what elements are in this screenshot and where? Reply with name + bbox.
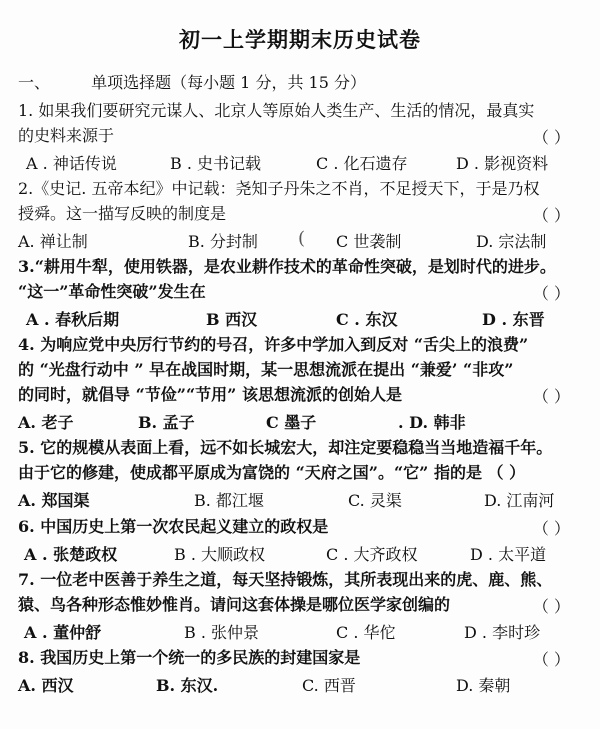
question-8-answer-blank: （ ） <box>532 650 570 669</box>
question-6-option-a: A . 张楚政权 <box>24 545 118 564</box>
question-4-option-b: B. 孟子 <box>138 413 195 432</box>
question-3-line-1: 3.“耕用牛犁，使用铁器，是农业耕作技术的革命性突破，是划时代的进步。 <box>18 257 556 276</box>
question-6-option-d: D . 太平道 <box>470 545 547 564</box>
question-4-option-d: . D. 韩非 <box>398 413 466 432</box>
pen-mark: ( <box>298 228 306 249</box>
section-text: 单项选择题（每小题 1 分，共 15 分） <box>91 73 366 92</box>
question-3-option-d: D . 东晋 <box>482 310 545 329</box>
question-2-option-a: A. 禅让制 <box>18 232 88 251</box>
question-5-option-b: B. 都江堰 <box>194 491 264 510</box>
question-4-option-a: A. 老子 <box>18 413 74 432</box>
question-1-option-c: C . 化石遗存 <box>316 154 408 173</box>
question-2-line-1: 2.《史记. 五帝本纪》中记载：尧知子丹朱之不肖，不足授天下，于是乃权 <box>18 179 540 198</box>
question-6-option-b: B . 大顺政权 <box>174 545 266 564</box>
question-7-option-b: B . 张仲景 <box>184 623 260 642</box>
question-1-line-1: 1. 如果我们要研究元谋人、北京人等原始人类生产、生活的情况，最真实 <box>18 101 535 120</box>
question-4-line-2: 的 “光盘行动中 ” 早在战国时期，某一思想流派在提出 “兼爱’ “非攻” <box>18 360 514 379</box>
question-1-option-a: A . 神话传说 <box>26 154 117 173</box>
question-2-answer-blank: （ ） <box>532 206 570 225</box>
question-5-option-a: A. 郑国渠 <box>18 491 90 510</box>
question-8-option-a: A. 西汉 <box>18 676 74 695</box>
section-heading <box>18 70 366 93</box>
question-3-options <box>18 307 584 331</box>
section-number: 一、 <box>18 73 51 92</box>
question-7-line-2: 猿、鸟各种形态惟妙惟肖。请问这套体操是哪位医学家创编的 <box>18 595 451 614</box>
question-3-option-b: B 西汉 <box>206 310 258 329</box>
question-6-answer-blank: （ ） <box>532 519 570 538</box>
question-7-option-a: A . 董仲舒 <box>24 623 102 642</box>
question-5-options <box>18 488 584 512</box>
question-1-answer-blank: （ ） <box>532 128 570 147</box>
question-4-line-3: 的同时，就倡导 “节俭”“节用” 该思想流派的创始人是 <box>18 385 402 404</box>
question-4-answer-blank: （ ） <box>532 387 570 406</box>
question-1-options <box>18 151 584 175</box>
question-3-option-a: A . 春秋后期 <box>26 310 120 329</box>
question-2-option-d: D. 宗法制 <box>476 232 547 251</box>
question-7-options <box>18 620 584 644</box>
question-2-option-b: B. 分封制 <box>188 232 258 251</box>
question-5-option-c: C. 灵渠 <box>348 491 402 510</box>
question-7-answer-blank: （ ） <box>532 597 570 616</box>
question-2-option-c: C 世袭制 <box>336 232 402 251</box>
question-4-options <box>18 410 584 434</box>
question-3-answer-blank: （ ） <box>532 284 570 303</box>
question-5-option-d: D. 江南河 <box>484 491 555 510</box>
question-5-line-1: 5. 它的规模从表面上看，远不如长城宏大，却注定要稳稳当当地造福千年。 <box>18 438 553 457</box>
question-4-option-c: C 墨子 <box>266 413 317 432</box>
question-3-option-c: C . 东汉 <box>336 310 398 329</box>
question-6-options <box>18 542 584 566</box>
question-7-line-1: 7. 一位老中医善于养生之道，每天坚持锻炼，其所表现出来的虎、鹿、熊、 <box>18 570 553 589</box>
question-7-option-c: C . 华佗 <box>336 623 396 642</box>
question-8-line-1: 8. 我国历史上第一个统一的多民族的封建国家是 <box>18 648 361 667</box>
exam-title: 初一上学期期末历史试卷 <box>179 27 421 52</box>
question-8-options <box>18 673 584 697</box>
question-6-line-1: 6. 中国历史上第一次农民起义建立的政权是 <box>18 517 329 536</box>
question-1-option-d: D . 影视资料 <box>456 154 549 173</box>
question-3-line-2: “这一”革命性突破”发生在 <box>18 282 206 301</box>
question-8-option-d: D. 秦朝 <box>456 676 511 695</box>
question-2-line-2: 授舜。这一描写反映的制度是 <box>18 204 227 223</box>
question-1-option-b: B . 史书记载 <box>170 154 262 173</box>
question-8-option-c: C. 西晋 <box>302 676 356 695</box>
question-1-line-2: 的史料来源于 <box>18 126 115 145</box>
question-7-option-d: D . 李时珍 <box>464 623 541 642</box>
question-4-line-1: 4. 为响应党中央厉行节约的号召，许多中学加入到反对 “舌尖上的浪费” <box>18 335 529 354</box>
question-5-line-2: 由于它的修建，使成都平原成为富饶的 “天府之国”。“它” 指的是 （ ） <box>18 463 526 482</box>
question-6-option-c: C . 大齐政权 <box>326 545 418 564</box>
question-8-option-b: B. 东汉. <box>156 676 219 695</box>
